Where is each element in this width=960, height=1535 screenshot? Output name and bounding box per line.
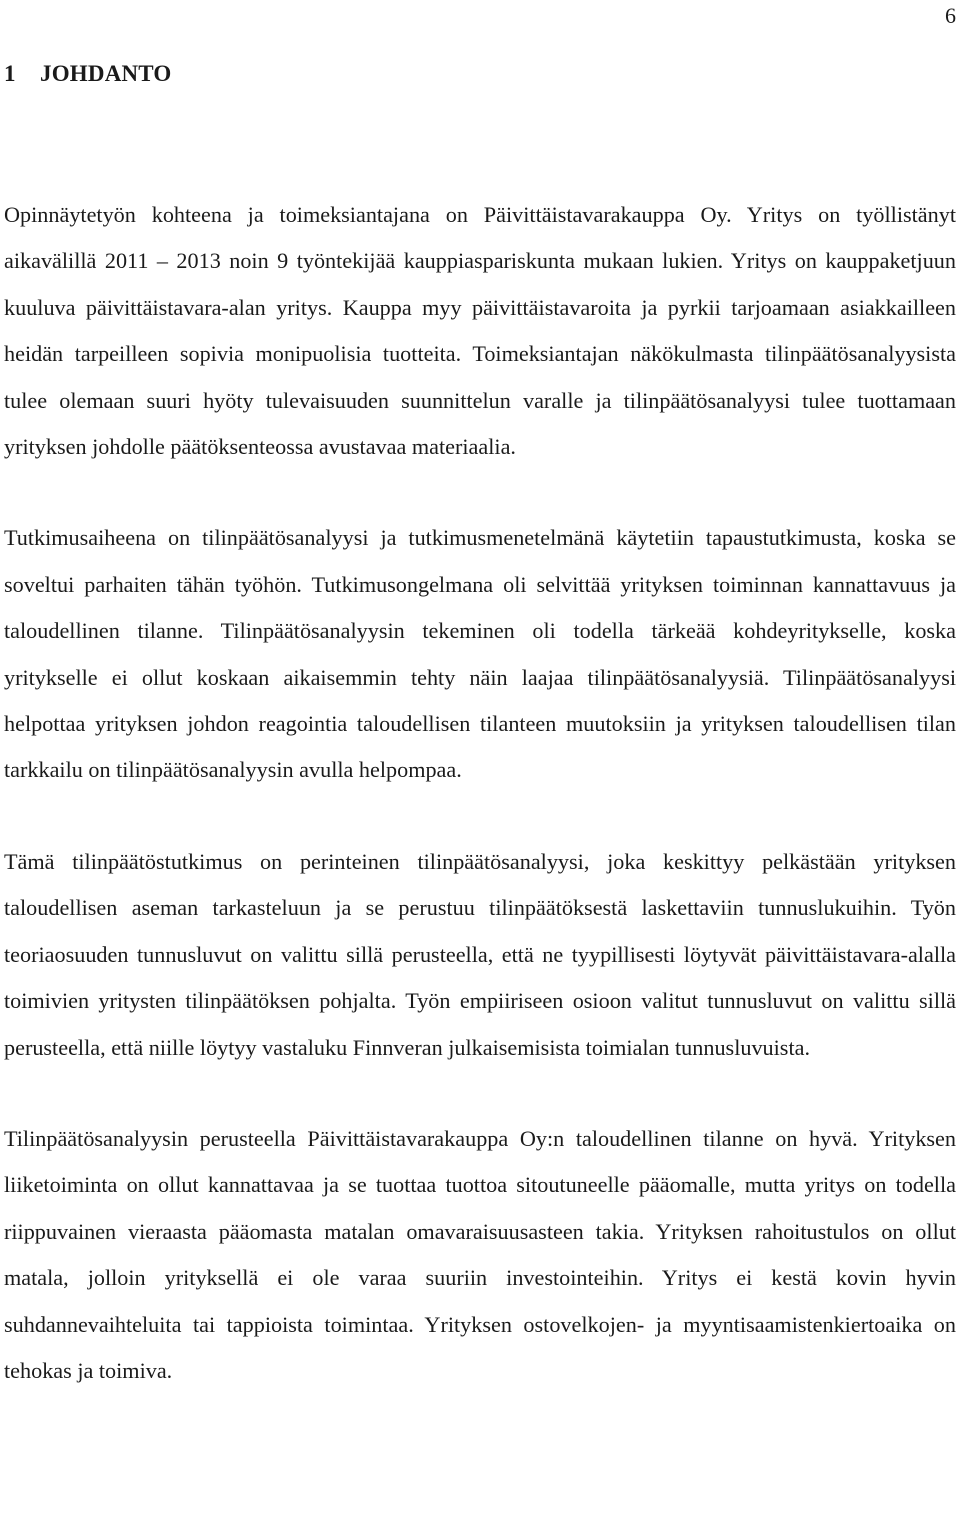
paragraph-results: Tilinpäätösanalyysin perusteella Päivittäistavarakauppa Oy:n taloudellinen tilanne on hyvä. Yrityksen liiketoiminta on ollut kannattavaa ja se tuottaa tuottoa sitoutuneelle pääomalle, mutta yritys on todella riippuvainen vieraasta pääomasta matalan omavaraisuusasteen takia. Yrityksen rahoitustulos on ollut matala, jolloin yrityksellä ei ole varaa suuriin investointeihin. Yritys ei kestä kovin hyvin suhdannevaihteluita tai tappioista toimintaa. Yrityksen ostovelkojen- ja myyntisaamistenkiertoaika on tehokas ja toimiva. [4, 1125, 956, 1383]
paragraph-method: Tämä tilinpäätöstutkimus on perinteinen tilinpäätösanalyysi, joka keskittyy pelkästään yrityksen taloudellisen aseman tarkasteluun ja se perustuu tilinpäätöksestä laskettaviin tunnuslukuihin. Työn teoriaosuuden tunnusluvut on valittu sillä perusteella, että ne tyypillisesti löytyvät päivittäistavara-alalla toimivien yritysten tilinpäätöksen pohjalta. Työn empiiriseen osioon valitut tunnusluvut on valittu sillä perusteella, että niille löytyy vastaluku Finnveran julkaisemisista toimialan tunnusluvuista. [4, 848, 956, 1060]
paragraph-research-topic: Tutkimusaiheena on tilinpäätösanalyysi ja tutkimusmenetelmänä käytetiin tapaustutkimusta, koska se soveltui parhaiten tähän työhön. Tutkimusongelmana oli selvittää yrityksen toiminnan kannattavuus ja taloudellinen tilanne. Tilinpäätösanalyysin tekeminen oli todella tärkeää kohdeyritykselle, koska yritykselle ei ollut koskaan aikaisemmin tehty näin laajaa tilinpäätösanalyysiä. Tilinpäätösanalyysi helpottaa yrityksen johdon reagointia taloudellisen tilanteen muutoksiin ja yrityksen taloudellisen tilan tarkkailu on tilinpäätösanalyysin avulla helpompaa. [4, 525, 956, 783]
chapter-heading [4, 58, 172, 90]
page-number: 6 [945, 3, 956, 28]
body-text [4, 192, 956, 1394]
paragraph-intro: Opinnäytetyön kohteena ja toimeksiantajana on Päivittäistavarakauppa Oy. Yritys on työllistänyt aikavälillä 2011 – 2013 noin 9 työntekijää kauppiaspariskunta mukaan lukien. Yritys on kauppaketjuun kuuluva päivittäistavara-alan yritys. Kauppa myy päivittäistavaroita ja pyrkii tarjoamaan asiakkailleen heidän tarpeilleen sopivia monipuolisia tuotteita. Toimeksiantajan näkökulmasta tilinpäätösanalyysista tulee olemaan suuri hyöty tulevaisuuden suunnittelun varalle ja tilinpäätösanalyysi tulee tuottamaan yrityksen johdolle päätöksenteossa avustavaa materiaalia. [4, 202, 956, 460]
chapter-number: 1 [4, 61, 16, 86]
chapter-title: JOHDANTO [40, 61, 172, 86]
